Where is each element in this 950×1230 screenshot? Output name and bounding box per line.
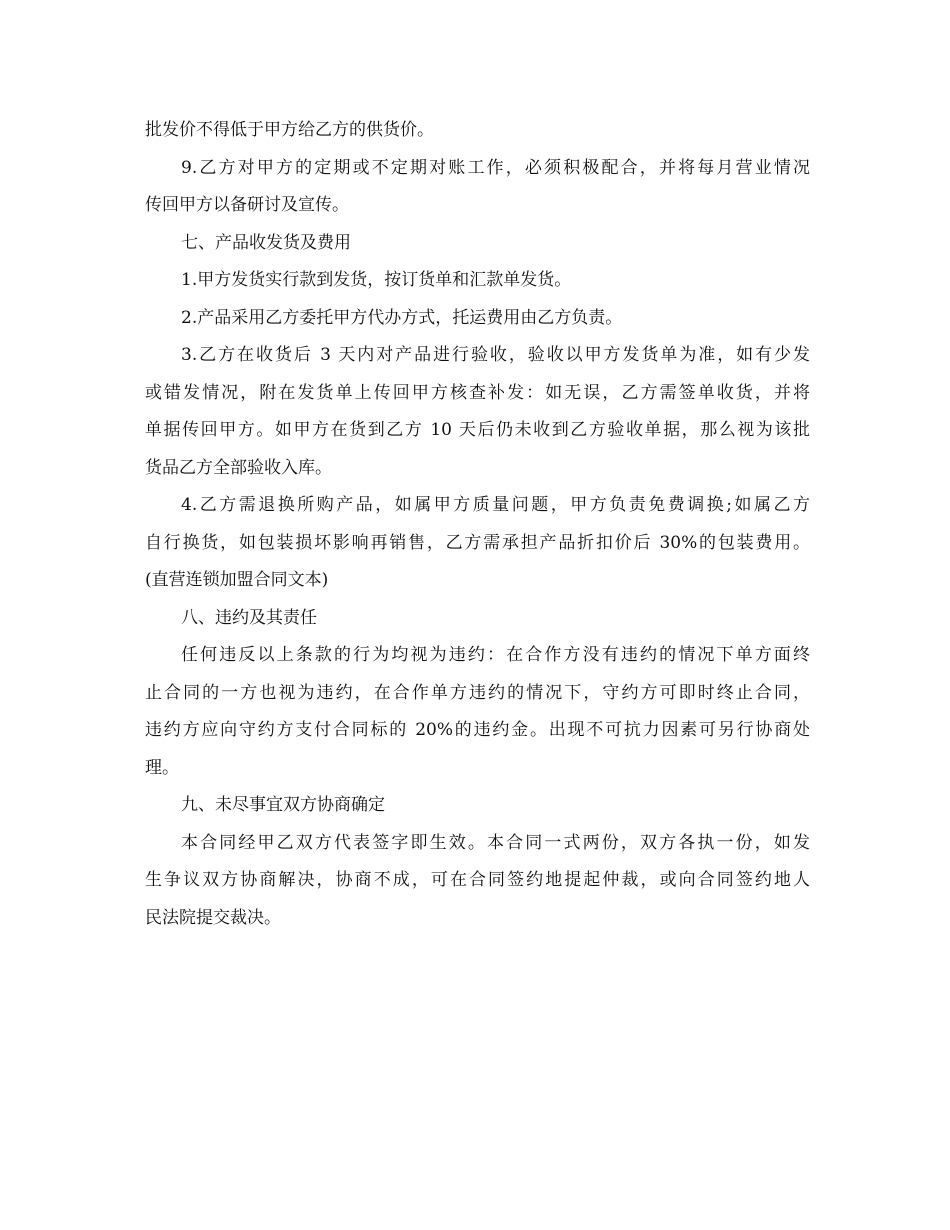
final-paragraph-line: 本合同经甲乙双方代表签字即生效。本合同一式两份，双方各执一份，如发	[181, 832, 810, 853]
text-line: 自行换货，如包装损坏影响再销售，乙方需承担产品折扣价后 30%的包装费用。	[145, 532, 810, 553]
text-line: 或错发情况，附在发货单上传回甲方核查补发：如无误，乙方需签单收货，并将	[145, 382, 810, 403]
document-page	[145, 112, 810, 937]
clause-9-line: 9.乙方对甲方的定期或不定期对账工作，必须积极配合，并将每月营业情况	[181, 157, 810, 178]
text-line: 理。	[145, 757, 179, 778]
text-line: 止合同的一方也视为违约，在合作单方违约的情况下，守约方可即时终止合同，	[145, 682, 810, 703]
text-line: 批发价不得低于甲方给乙方的供货价。	[145, 120, 434, 140]
text-line: 生争议双方协商解决，协商不成，可在合同签约地提起仲裁，或向合同签约地人	[145, 870, 810, 890]
clause-7-4-line: 4.乙方需退换所购产品，如属甲方质量问题，甲方负责免费调换;如属乙方	[181, 495, 810, 515]
breach-paragraph-line: 任何违反以上条款的行为均视为违约：在合作方没有违约的情况下单方面终	[181, 645, 810, 665]
clause-7-1-line: 1.甲方发货实行款到发货，按订货单和汇款单发货。	[181, 270, 572, 290]
text-line: 民法院提交裁决。	[145, 907, 281, 928]
text-line: 货品乙方全部验收入库。	[145, 457, 332, 478]
clause-7-2-line: 2.产品采用乙方委托甲方代办方式，托运费用由乙方负责。	[181, 307, 623, 328]
text-line: 违约方应向守约方支付合同标的 20%的违约金。出现不可抗力因素可另行协商处	[145, 720, 810, 740]
section-heading-8: 八、违约及其责任	[181, 607, 317, 628]
section-heading-7: 七、产品收发货及费用	[181, 232, 351, 253]
section-heading-9: 九、未尽事宜双方协商确定	[181, 795, 385, 815]
text-line: 传回甲方以备研讨及宣传。	[145, 195, 349, 215]
document-note: (直营连锁加盟合同文本)	[145, 570, 329, 590]
clause-7-3-line: 3.乙方在收货后 3 天内对产品进行验收，验收以甲方发货单为准，如有少发	[181, 345, 810, 365]
text-line: 单据传回甲方。如甲方在货到乙方 10 天后仍未收到乙方验收单据，那么视为该批	[145, 420, 810, 440]
